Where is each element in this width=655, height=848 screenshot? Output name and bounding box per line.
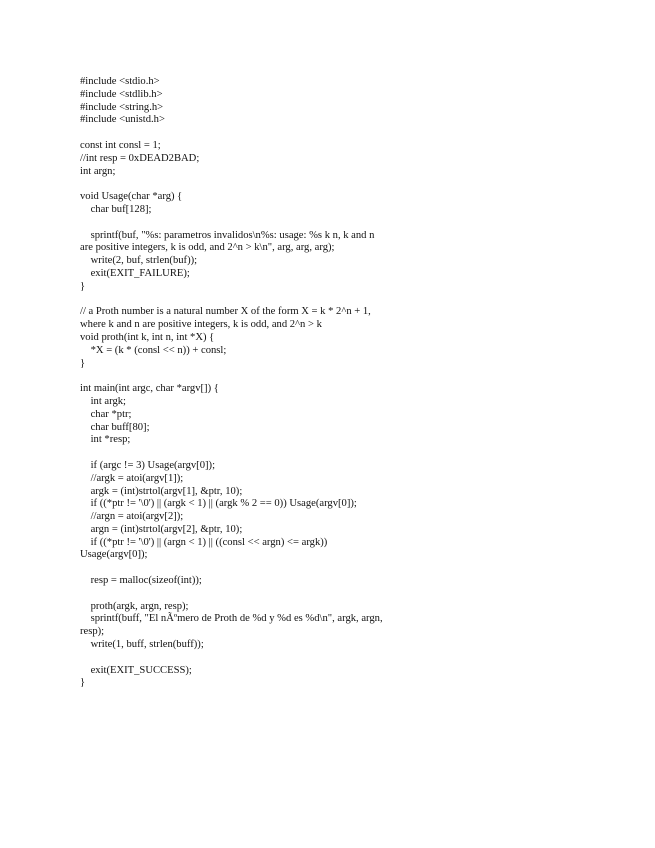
code-line: //int resp = 0xDEAD2BAD; — [80, 152, 200, 164]
code-line — [80, 652, 600, 665]
code-line — [80, 127, 600, 140]
code-line: where k and n are positive integers, k is odd, and 2^n > k — [80, 319, 322, 331]
code-line — [80, 588, 600, 601]
code-line — [80, 562, 600, 575]
code-line: } — [80, 677, 86, 689]
code-line: write(2, buf, strlen(buf)); — [80, 255, 198, 267]
code-line — [80, 370, 600, 383]
code-line: #include <string.h> — [80, 101, 164, 113]
code-line: *X = (k * (consl << n)) + consl; — [80, 344, 227, 356]
code-line: if ((*ptr != '\0') || (argn < 1) || ((consl << argn) <= argk)) — [80, 536, 328, 548]
code-line: exit(EXIT_SUCCESS); — [80, 664, 192, 676]
code-line: char buf[128]; — [80, 203, 152, 215]
code-line — [80, 217, 600, 230]
code-line: void Usage(char *arg) { — [80, 191, 183, 203]
code-line: resp = malloc(sizeof(int)); — [80, 575, 202, 587]
code-line — [80, 447, 600, 460]
code-line: exit(EXIT_FAILURE); — [80, 267, 190, 279]
code-line: sprintf(buf, "%s: parametros invalidos\n%s: usage: %s k n, k and n — [80, 229, 375, 241]
code-line: argk = (int)strtol(argv[1], &ptr, 10); — [80, 485, 243, 497]
code-line: } — [80, 280, 86, 292]
code-line: int argk; — [80, 395, 127, 407]
code-line: char buff[80]; — [80, 421, 150, 433]
code-line: char *ptr; — [80, 408, 132, 420]
code-line: resp); — [80, 626, 105, 638]
code-line: //argk = atoi(argv[1]); — [80, 472, 184, 484]
code-line — [80, 294, 600, 307]
code-line: write(1, buff, strlen(buff)); — [80, 639, 204, 651]
code-line: int *resp; — [80, 434, 131, 446]
code-line: #include <unistd.h> — [80, 114, 165, 126]
code-line: proth(argk, argn, resp); — [80, 600, 189, 612]
code-listing — [80, 76, 600, 690]
code-line: //argn = atoi(argv[2]); — [80, 511, 184, 523]
code-line: #include <stdlib.h> — [80, 88, 163, 100]
code-line: if ((*ptr != '\0') || (argk < 1) || (argk % 2 == 0)) Usage(argv[0]); — [80, 498, 357, 510]
code-line: void proth(int k, int n, int *X) { — [80, 331, 215, 343]
code-line: } — [80, 357, 86, 369]
code-line: int main(int argc, char *argv[]) { — [80, 383, 219, 395]
code-line: #include <stdio.h> — [80, 76, 160, 87]
code-line: are positive integers, k is odd, and 2^n > k\n", arg, arg, arg); — [80, 242, 335, 254]
code-line: // a Proth number is a natural number X of the form X = k * 2^n + 1, — [80, 306, 371, 318]
code-line: if (argc != 3) Usage(argv[0]); — [80, 459, 216, 471]
code-line: int argn; — [80, 165, 116, 177]
code-line: Usage(argv[0]); — [80, 549, 148, 561]
code-line: argn = (int)strtol(argv[2], &ptr, 10); — [80, 523, 243, 535]
code-line — [80, 178, 600, 191]
code-line: const int consl = 1; — [80, 139, 161, 151]
code-line: sprintf(buff, "El nÃºmero de Proth de %d y %d es %d\n", argk, argn, — [80, 613, 383, 625]
